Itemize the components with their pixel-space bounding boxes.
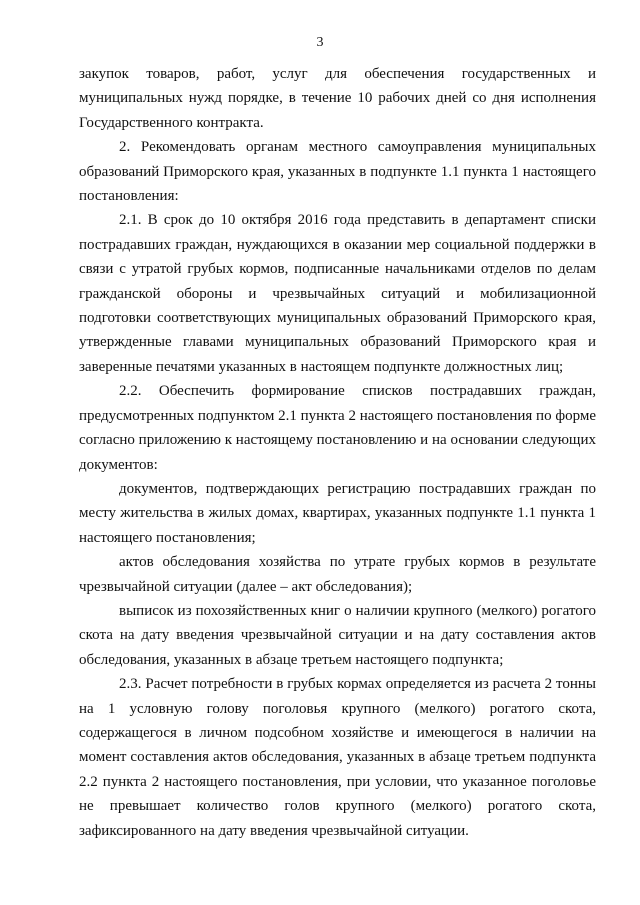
paragraph-item-2-2: 2.2. Обеспечить формирование списков пострадавших граждан, предусмотренных подпунктом 2.1 пункта 2 настоящего постановления по форме согласно приложению к настоящему постановлению и на основании следующих документов:: [79, 383, 596, 473]
paragraph-list-household-extracts: выписок из похозяйственных книг о наличии крупного (мелкого) рогатого скота на дату введения чрезвычайной ситуации и на дату составления актов обследования, указанных в абзаце третьем настоящего подпункта;: [79, 602, 596, 668]
page-number: 3: [316, 35, 324, 50]
document-body: [79, 62, 596, 843]
paragraph-list-documents-registration: документов, подтверждающих регистрацию пострадавших граждан по месту жительства в жилых домах, квартирах, указанных подпункте 1.1 пункта 1 настоящего постановления;: [79, 480, 596, 546]
paragraph-list-inspection-acts: актов обследования хозяйства по утрате грубых кормов в результате чрезвычайной ситуации (далее – акт обследования);: [79, 554, 596, 595]
paragraph-item-2: 2. Рекомендовать органам местного самоуправления муниципальных образований Приморского края, указанных в подпункте 1.1 пункта 1 настоящего постановления:: [79, 139, 596, 205]
paragraph-item-2-1: 2.1. В срок до 10 октября 2016 года представить в департамент списки пострадавших граждан, нуждающихся в оказании мер социальной поддержки в связи с утратой грубых кормов, подписанные начальниками отделов по делам гражданской обороны и чрезвычайных ситуаций и мобилизационной подготовки соответствующих муниципальных образований Приморского края, утвержденные главами муниципальных образований Приморского края и заверенные печатями указанных в настоящем подпункте должностных лиц;: [79, 212, 596, 375]
paragraph-item-2-3: 2.3. Расчет потребности в грубых кормах определяется из расчета 2 тонны на 1 условную голову поголовья крупного (мелкого) рогатого скота, содержащегося в личном подсобном хозяйстве и имеющегося в наличии на момент составления актов обследования, указанных в абзаце третьем подпункта 2.2 пункта 2 настоящего постановления, при условии, что указанное поголовье не превышает количество голов крупного (мелкого) рогатого скота, зафиксированного на дату введения чрезвычайной ситуации.: [79, 676, 596, 839]
paragraph-continuation: закупок товаров, работ, услуг для обеспечения государственных и муниципальных нужд порядке, в течение 10 рабочих дней со дня исполнения Государственного контракта.: [79, 66, 596, 131]
